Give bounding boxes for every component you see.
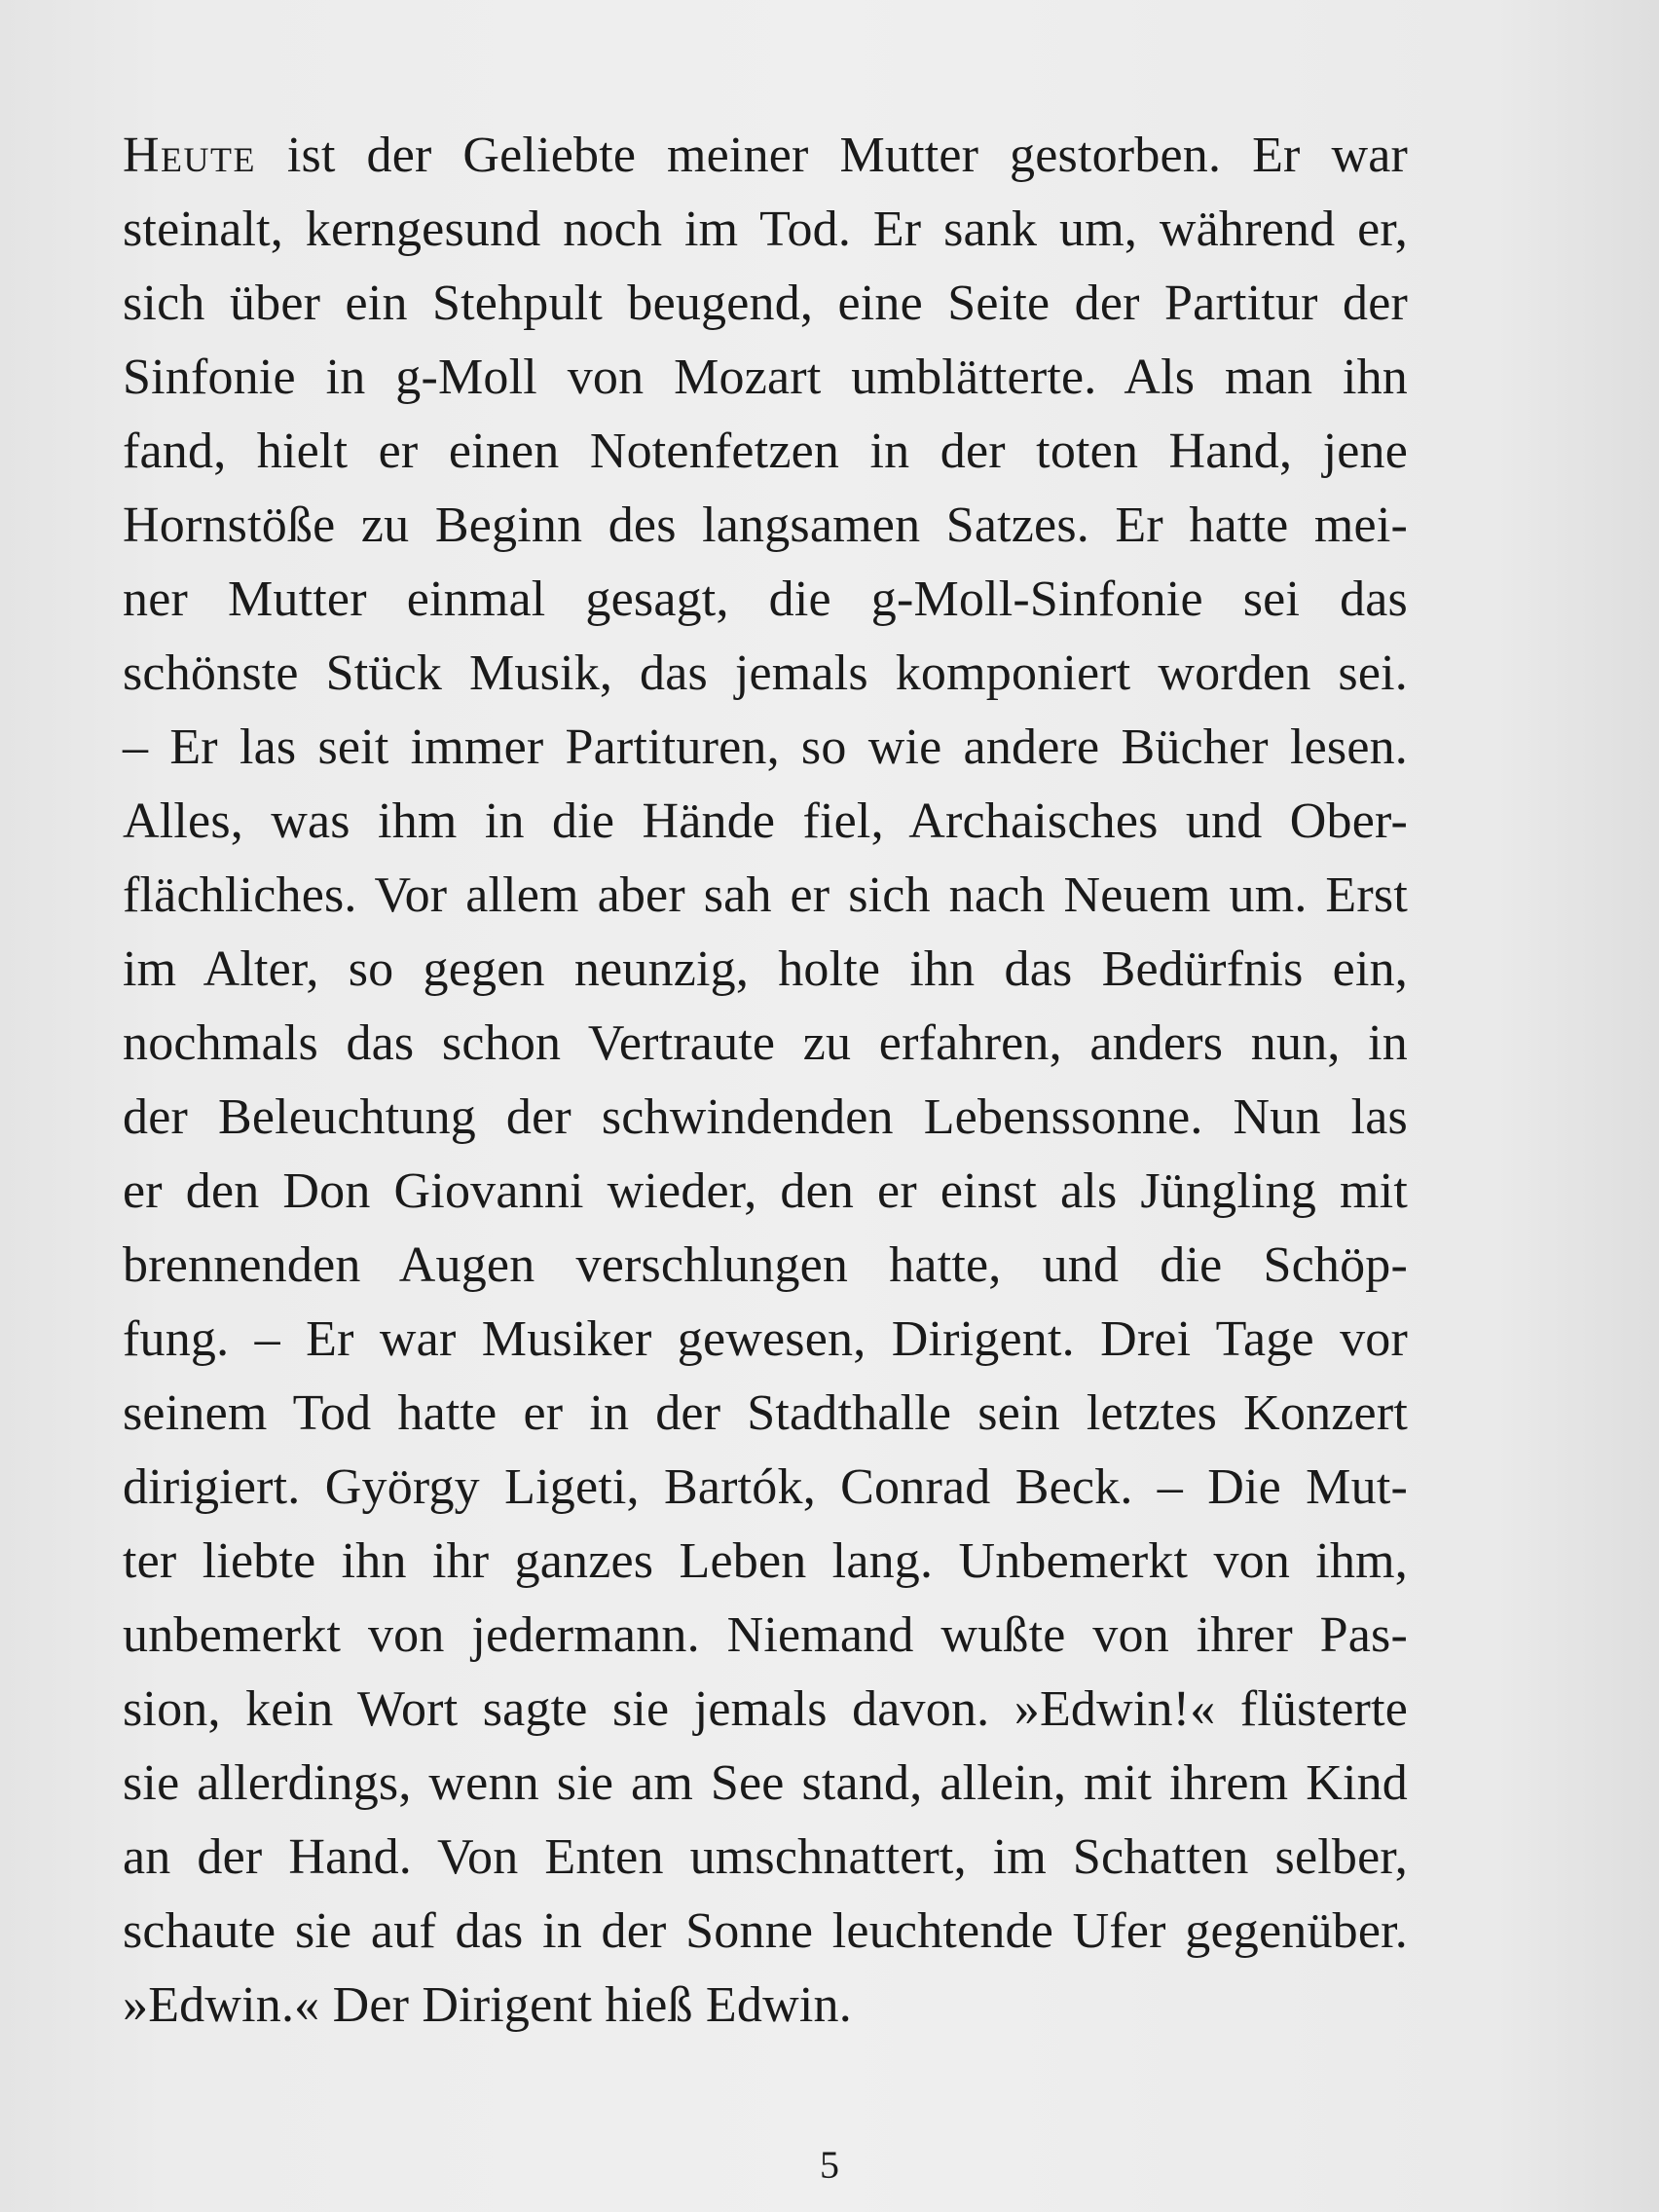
text-line: an der Hand. Von Enten umschnattert, im Schatten selber, — [123, 1829, 1408, 1885]
text-line: sich über ein Stehpult beugend, eine Seite der Partitur der — [123, 276, 1408, 331]
text-line: seinem Tod hatte er in der Stadthalle sein letztes Konzert — [123, 1385, 1408, 1441]
text-line: schaute sie auf das in der Sonne leuchtende Ufer gegenüber. — [123, 1903, 1408, 1959]
text-line: im Alter, so gegen neunzig, holte ihn das Bedürfnis ein, — [123, 941, 1408, 997]
text-line: steinalt, kerngesund noch im Tod. Er sank um, während er, — [123, 202, 1408, 257]
body-text — [123, 119, 1408, 2043]
text-line: fand, hielt er einen Notenfetzen in der toten Hand, jene — [123, 424, 1408, 479]
text-line: flächliches. Vor allem aber sah er sich nach Neuem um. Erst — [123, 867, 1408, 923]
text-line: dirigiert. György Ligeti, Bartók, Conrad Beck. – Die Mut- — [123, 1459, 1408, 1515]
text-line: Hornstöße zu Beginn des langsamen Satzes. Er hatte mei- — [123, 498, 1408, 553]
text-line: – Er las seit immer Partituren, so wie andere Bücher lesen. — [123, 719, 1408, 775]
text-line: nochmals das schon Vertraute zu erfahren, anders nun, in — [123, 1015, 1408, 1071]
text-line: sie allerdings, wenn sie am See stand, allein, mit ihrem Kind — [123, 1755, 1408, 1811]
text-line: sion, kein Wort sagte sie jemals davon. »Edwin!« flüsterte — [123, 1681, 1408, 1737]
text-line: unbemerkt von jedermann. Niemand wußte von ihrer Pas- — [123, 1607, 1408, 1663]
page-number: 5 — [820, 2143, 839, 2187]
lead-word: Heute — [123, 128, 257, 183]
text-line: ter liebte ihn ihr ganzes Leben lang. Unbemerkt von ihm, — [123, 1533, 1408, 1589]
text-line-last: »Edwin.« Der Dirigent hieß Edwin. — [123, 1977, 852, 2033]
text-line: brennenden Augen verschlungen hatte, und die Schöp- — [123, 1237, 1408, 1293]
text-line: ner Mutter einmal gesagt, die g-Moll-Sinfonie sei das — [123, 571, 1408, 627]
text-line: der Beleuchtung der schwindenden Lebenssonne. Nun las — [123, 1089, 1408, 1145]
text-line: Heute ist der Geliebte meiner Mutter gestorben. Er war — [123, 128, 1408, 183]
text-line: Sinfonie in g-Moll von Mozart umblätterte. Als man ihn — [123, 350, 1408, 405]
text-line: fung. – Er war Musiker gewesen, Dirigent. Drei Tage vor — [123, 1311, 1408, 1367]
text-line: schönste Stück Musik, das jemals komponiert worden sei. — [123, 645, 1408, 701]
text-line: Alles, was ihm in die Hände fiel, Archaisches und Ober- — [123, 793, 1408, 849]
text-line: er den Don Giovanni wieder, den er einst als Jüngling mit — [123, 1163, 1408, 1219]
